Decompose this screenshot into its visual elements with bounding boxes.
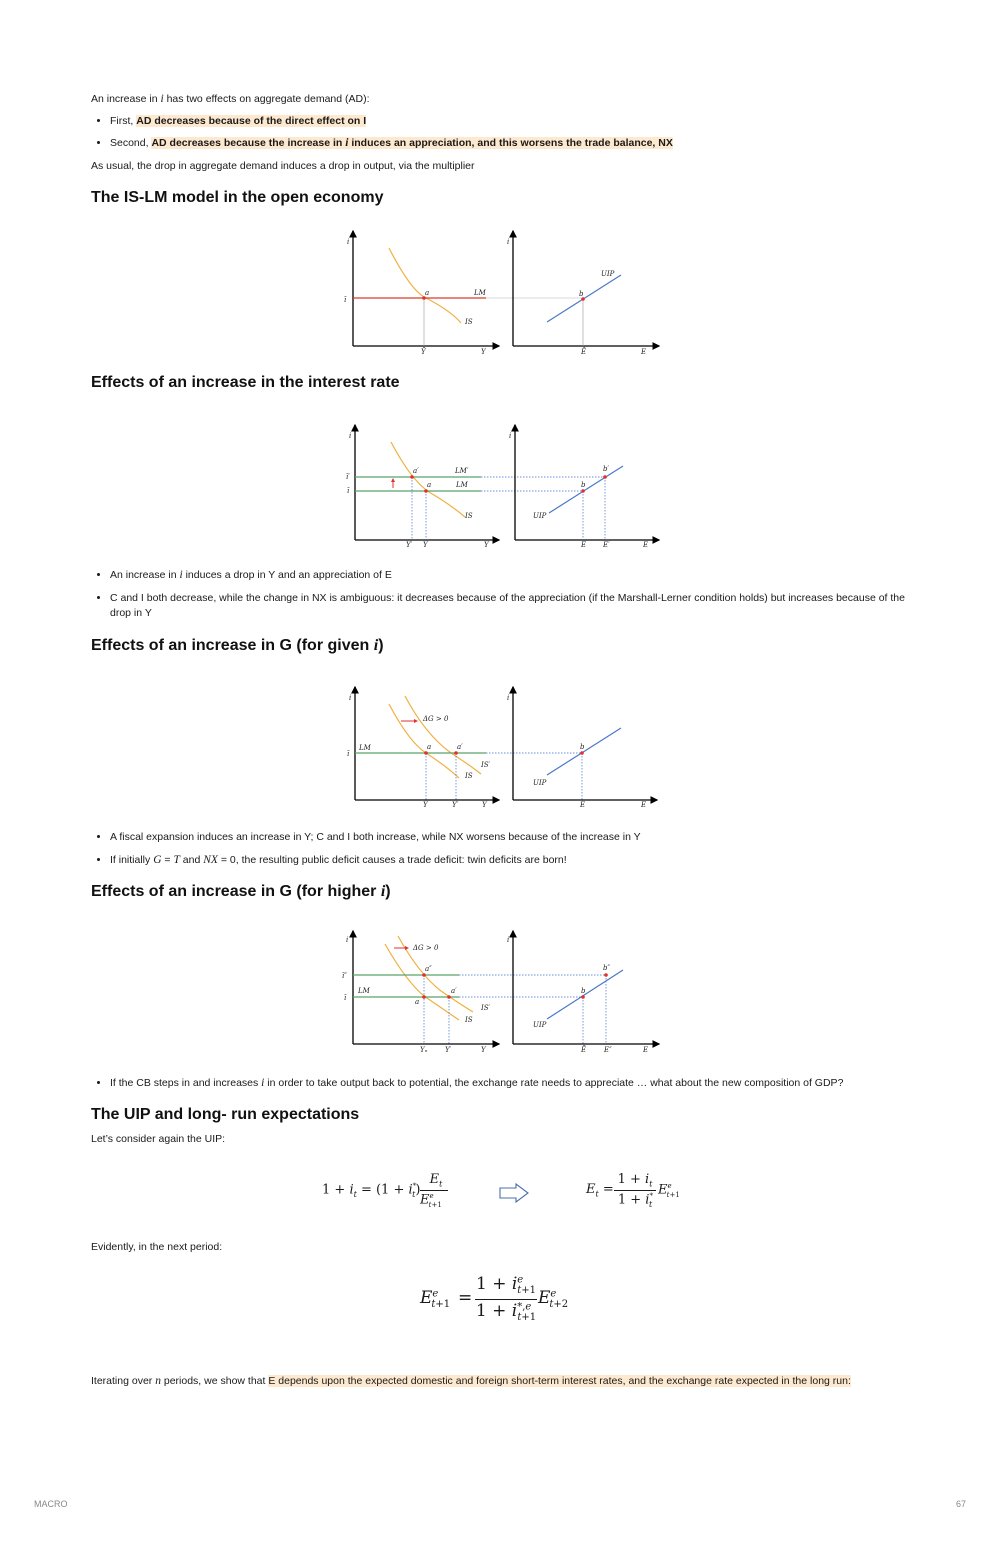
- svg-text:i: i: [349, 694, 352, 702]
- section-title-interest: Effects of an increase in the interest rate: [91, 374, 400, 391]
- svg-text:UIP: UIP: [601, 270, 615, 278]
- svg-text:i: i: [509, 432, 512, 440]
- svg-text:i: i: [507, 238, 510, 246]
- svg-text:a: a: [425, 289, 430, 297]
- svg-text:UIP: UIP: [533, 779, 547, 787]
- svg-text:a: a: [427, 481, 432, 489]
- interest-bullet-2: • C and I both decrease, while the change in NX is ambiguous: it decreases because of the appreciation (if the Marshall-Lerner condition holds) but increases because of the drop in Y: [110, 591, 906, 621]
- svg-text:Y′: Y′: [445, 1046, 452, 1054]
- intro-closing: As usual, the drop in aggregate demand induces a drop in output, via the multiplier: [91, 160, 475, 172]
- svg-text:Y: Y: [484, 541, 489, 549]
- g-given-diagram: [341, 682, 661, 812]
- svg-text:a″: a″: [425, 965, 432, 973]
- svg-text:E′: E′: [603, 541, 610, 549]
- svg-text:b: b: [581, 481, 586, 489]
- svg-text:b′: b′: [603, 465, 610, 473]
- svg-text:a′: a′: [413, 467, 419, 475]
- svg-text:Y: Y: [482, 801, 487, 809]
- svg-text:Yₙ: Yₙ: [420, 1046, 428, 1054]
- section-title-g-higher: Effects of an increase in G (for higher i): [91, 883, 391, 900]
- svg-text:UIP: UIP: [533, 512, 547, 520]
- interest-bullet-1: • An increase in i induces a drop in Y and an appreciation of E: [110, 568, 906, 583]
- g-higher-bullet-1: • If the CB steps in and increases i in order to take output back to potential, the exchange rate needs to appreciate … what about the new composition of GDP?: [110, 1076, 906, 1091]
- svg-text:IS: IS: [465, 772, 473, 780]
- g-given-bullet-1: • A fiscal expansion induces an increase in Y; C and I both increase, while NX worsens because of the increase in Y: [110, 830, 906, 845]
- intro-bullet-2: • Second, AD decreases because the increase in i induces an appreciation, and this worsens the trade balance, NX: [110, 136, 906, 151]
- svg-text:i: i: [349, 432, 352, 440]
- svg-text:ΔG > 0: ΔG > 0: [413, 944, 439, 952]
- footer-course: MACRO: [34, 1499, 68, 1509]
- svg-text:b″: b″: [603, 964, 611, 972]
- svg-text:b: b: [580, 743, 585, 751]
- svg-text:b: b: [581, 987, 586, 995]
- svg-text:ī: ī: [347, 750, 350, 758]
- svg-text:i: i: [507, 936, 510, 944]
- svg-text:ī″: ī″: [342, 972, 347, 980]
- g-higher-diagram: [341, 926, 661, 1058]
- svg-text:b: b: [579, 290, 584, 298]
- footer-page-number: 67: [955, 1499, 966, 1509]
- intro-bullet-1: • First, AD decreases because of the direct effect on I: [110, 114, 906, 129]
- svg-text:ī: ī: [347, 487, 350, 495]
- svg-text:IS: IS: [465, 318, 473, 326]
- svg-text:ī: ī: [344, 994, 347, 1002]
- svg-text:IS: IS: [465, 512, 473, 520]
- svg-text:a: a: [427, 743, 432, 751]
- uip-intro: Let’s consider again the UIP:: [91, 1133, 226, 1145]
- svg-text:Ē: Ē: [580, 801, 586, 809]
- g-given-bullet-2: • If initially G = T and NX = 0, the resulting public deficit causes a trade deficit: twin deficits are born!: [110, 853, 906, 868]
- section-title-uip: The UIP and long- run expectations: [91, 1106, 360, 1123]
- svg-text:UIP: UIP: [533, 1021, 547, 1029]
- svg-text:Ȳ: Ȳ: [423, 541, 428, 549]
- svg-text:IS′: IS′: [481, 761, 491, 769]
- svg-text:a: a: [415, 998, 420, 1006]
- svg-text:LM: LM: [456, 481, 468, 489]
- svg-text:Ē: Ē: [581, 541, 587, 549]
- svg-text:Ȳ: Ȳ: [421, 348, 426, 356]
- svg-text:a′: a′: [457, 743, 463, 751]
- section-title-g-given: Effects of an increase in G (for given i): [91, 637, 384, 654]
- section-title-islm: The IS-LM model in the open economy: [91, 189, 384, 206]
- svg-text:ΔG > 0: ΔG > 0: [423, 715, 449, 723]
- uip-final: Iterating over n periods, we show that E depends upon the expected domestic and foreign short-term interest rates, and the exchange rate expected in the long run:: [91, 1375, 851, 1387]
- svg-text:Y: Y: [481, 348, 486, 356]
- is-curve: [389, 248, 461, 323]
- implies-arrow-icon: [499, 1183, 531, 1203]
- svg-text:LM: LM: [358, 987, 370, 995]
- svg-text:E″: E″: [604, 1046, 612, 1054]
- svg-text:E: E: [643, 541, 649, 549]
- islm-diagram: [341, 226, 661, 362]
- intro-line: An increase in i has two effects on aggregate demand (AD):: [91, 93, 370, 105]
- svg-text:ī′: ī′: [346, 473, 350, 481]
- svg-text:i: i: [507, 694, 510, 702]
- svg-text:Ē: Ē: [581, 1046, 587, 1054]
- svg-text:Y′: Y′: [406, 541, 413, 549]
- svg-text:Ȳ: Ȳ: [423, 801, 428, 809]
- svg-text:Y′: Y′: [452, 801, 459, 809]
- svg-text:E: E: [641, 348, 647, 356]
- svg-text:E: E: [643, 1046, 649, 1054]
- svg-text:LM: LM: [474, 289, 486, 297]
- svg-text:IS′: IS′: [481, 1004, 491, 1012]
- intro-bullets: [91, 114, 906, 129]
- svg-text:ī: ī: [344, 296, 347, 304]
- svg-text:LM: LM: [359, 744, 371, 752]
- svg-text:IS: IS: [465, 1016, 473, 1024]
- svg-text:a′: a′: [451, 987, 457, 995]
- svg-text:E: E: [641, 801, 647, 809]
- uip-next: Evidently, in the next period:: [91, 1241, 223, 1253]
- svg-text:i: i: [346, 936, 349, 944]
- svg-text:LM′: LM′: [455, 467, 469, 475]
- svg-text:Ē: Ē: [581, 348, 587, 356]
- interest-diagram: [341, 420, 661, 552]
- svg-text:i: i: [347, 238, 350, 246]
- svg-text:Y: Y: [481, 1046, 486, 1054]
